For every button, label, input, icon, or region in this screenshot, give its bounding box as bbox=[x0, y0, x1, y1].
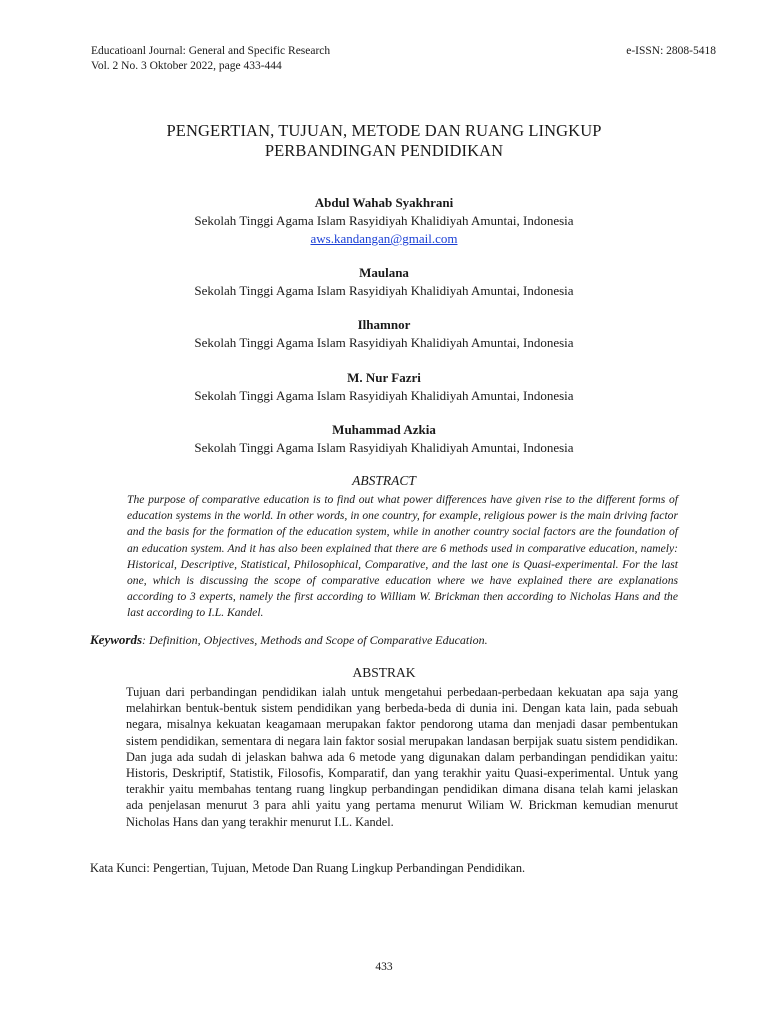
title-line-2: PERBANDINGAN PENDIDIKAN bbox=[264, 141, 504, 160]
volume-info: Vol. 2 No. 3 Oktober 2022, page 433-444 bbox=[91, 60, 282, 72]
author-email-link[interactable]: aws.kandangan@gmail.com bbox=[310, 231, 458, 246]
kata-kunci: Kata Kunci: Pengertian, Tujuan, Metode Dan Ruang Lingkup Perbandingan Pendidikan. bbox=[90, 861, 526, 875]
journal-name: Educatioanl Journal: General and Specific Research bbox=[91, 45, 331, 57]
keywords-label: Keywords bbox=[90, 632, 142, 647]
abstract-heading: ABSTRACT bbox=[352, 473, 416, 488]
author-name: M. Nur Fazri bbox=[347, 370, 421, 385]
abstrak-heading: ABSTRAK bbox=[352, 665, 416, 680]
author-name: Ilhamnor bbox=[357, 317, 411, 332]
author-name: Muhammad Azkia bbox=[332, 422, 436, 437]
author-affiliation: Sekolah Tinggi Agama Islam Rasyidiyah Khalidiyah Amuntai, Indonesia bbox=[194, 388, 574, 403]
title-line-1: PENGERTIAN, TUJUAN, METODE DAN RUANG LINGKUP bbox=[166, 121, 602, 140]
author-block bbox=[90, 194, 678, 248]
author-affiliation: Sekolah Tinggi Agama Islam Rasyidiyah Khalidiyah Amuntai, Indonesia bbox=[194, 335, 574, 350]
author-block bbox=[90, 264, 678, 300]
issn: e-ISSN: 2808-5418 bbox=[626, 45, 716, 57]
running-header-left bbox=[91, 44, 330, 74]
author-name: Maulana bbox=[359, 265, 409, 280]
author-block bbox=[90, 421, 678, 457]
paper-title bbox=[100, 121, 668, 161]
keywords bbox=[90, 632, 488, 648]
author-affiliation: Sekolah Tinggi Agama Islam Rasyidiyah Khalidiyah Amuntai, Indonesia bbox=[194, 440, 574, 455]
abstrak-text: Tujuan dari perbandingan pendidikan ialah untuk mengetahui perbedaan-perbedaan kekuatan apa saja yang melahirkan bentuk-bentuk sistem pendidikan yang berbeda-beda di dunia ini. Dengan kata lain, pada sebuah negara, misalnya kekuatan keagamaan merupakan faktor pendorong utama dan menjadi dasar pembentukan sistem pendidikan, sementara di negara lain faktor sosial merupakan landasan berpijak suatu sistem pendidikan. Dan juga ada sudah di jelaskan bahwa ada 6 metode yang digunakan dalam perbandingan pendidikan yaitu: Historis, Deskriptif, Statistik, Filosofis, Komparatif, dan yang terakhir yaitu Quasi-experimental. Untuk yang terakhir yaitu membahas tentang ruang lingkup perbandingan pendidikan dimana disana telah kami jelaskan ada penjelasan menurut 3 para ahli yaitu yang pertama menurut Wiliam W. Brickman kemudian menurut Nicholas Hans dan yang terakhir menurut I.L. Kandel. bbox=[126, 685, 678, 829]
keywords-text: : Definition, Objectives, Methods and Scope of Comparative Education. bbox=[142, 633, 488, 647]
author-affiliation: Sekolah Tinggi Agama Islam Rasyidiyah Khalidiyah Amuntai, Indonesia bbox=[194, 213, 574, 228]
author-block bbox=[90, 316, 678, 352]
author-affiliation: Sekolah Tinggi Agama Islam Rasyidiyah Khalidiyah Amuntai, Indonesia bbox=[194, 283, 574, 298]
abstract-text: The purpose of comparative education is to find out what power differences have given rise to the different forms of education systems in the world. In other words, in one country, for example, religious power is the main driving factor and the basis for the formation of the education system, while in another country social factors are the foundation of an education system. And it has also been explained that there are 6 methods used in comparative education, namely: Historical, Descriptive, Statistical, Philosophical, Comparative, and the last one is Quasi-experimental. For the last one, which is discussing the scope of comparative education where we have explained there are explanations according to 3 experts, namely the first according to William W. Brickman then according to Nicholas Hans and the last according to I.L. Kandel. bbox=[127, 493, 678, 620]
author-name: Abdul Wahab Syakhrani bbox=[314, 195, 454, 210]
author-block bbox=[90, 369, 678, 405]
page-number: 433 bbox=[375, 961, 393, 973]
